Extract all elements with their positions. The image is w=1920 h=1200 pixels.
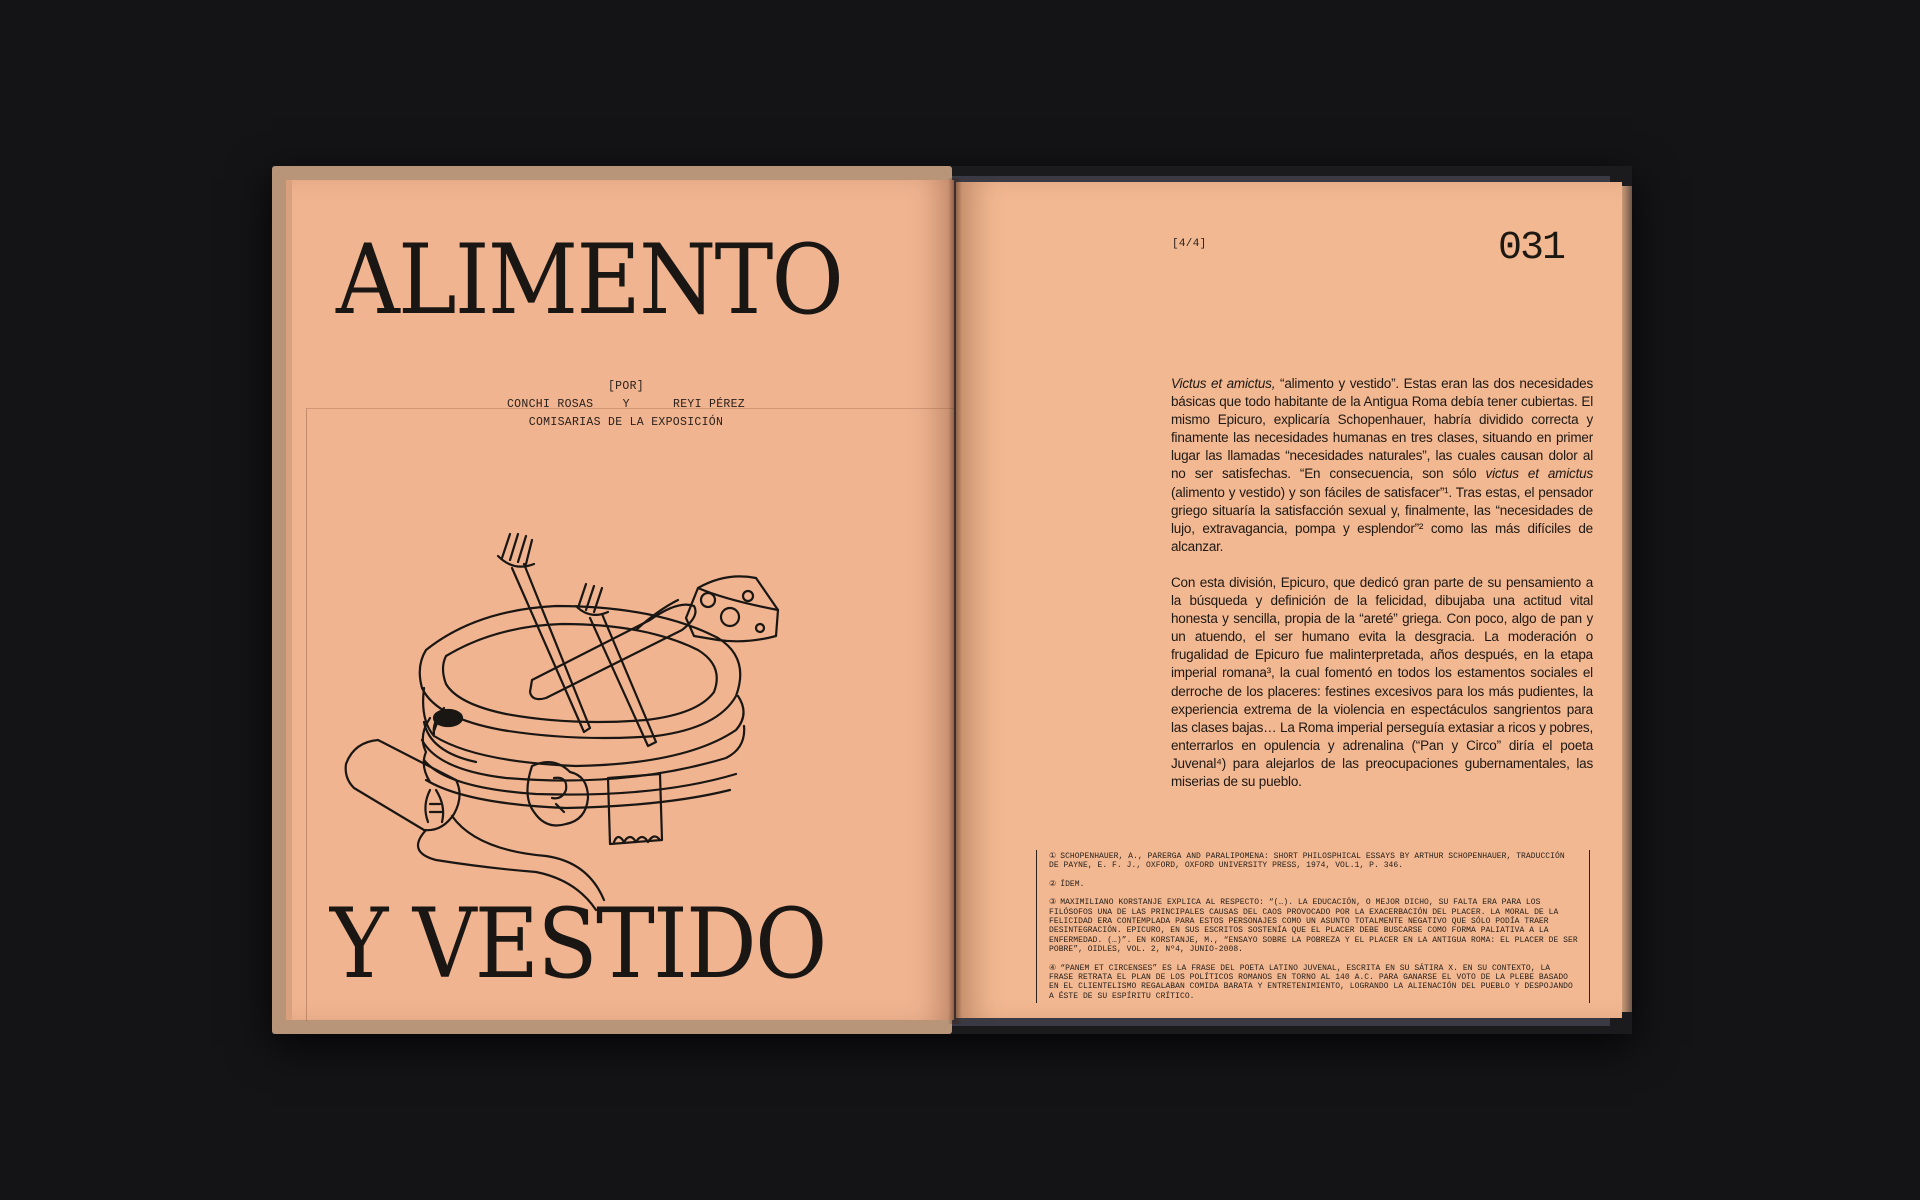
cheese-drawing	[686, 576, 778, 641]
knife-drawing	[530, 600, 696, 699]
footnote-mark: ①	[1049, 852, 1057, 861]
credits	[446, 378, 806, 432]
title-bottom: Y VESTIDO	[330, 888, 826, 1000]
footnote	[1049, 898, 1579, 954]
right-page	[956, 182, 1622, 1018]
author-1: CONCHI ROSAS	[506, 398, 594, 411]
footnote-text: SCHOPENHAUER, A., PARERGA AND PARALIPOMENA: SHORT PHILOSPHICAL ESSAYS BY ARTHUR SCHOPENHAUER, TRADUCCIÓN DE PAYNE, E. F. J., OXFORD, OXFORD UNIVERSITY PRESS, 1974, VOL.1, P. 346.	[1049, 852, 1565, 871]
book-gutter	[948, 178, 962, 1024]
footnote-mark: ②	[1049, 879, 1057, 889]
fork-drawing	[498, 534, 590, 732]
left-page	[286, 180, 954, 1020]
page-edges	[1622, 186, 1632, 1012]
credits-role: COMISARIAS DE LA EXPOSICIÓN	[528, 416, 724, 429]
food-illustration	[326, 460, 936, 920]
footnote	[1049, 880, 1579, 889]
lead-italic: Victus et amictus,	[1171, 376, 1276, 391]
paragraph-1-italic: victus et amictus	[1485, 466, 1593, 482]
footnote-mark: ④	[1049, 963, 1057, 973]
footnote-text: “PANEM ET CIRCENSES” ES LA FRASE DEL POETA LATINO JUVENAL, ESCRITA EN SU SÁTIRA X. EN SU CONTEXTO, LA FRASE RETRATA EL PLAN DE LOS POLÍTICOS ROMANOS EN TORNO AL 140 A.C. PARA GANARSE EL VOTO DE LA PLEBE BASADO EN EL CLIENTELISMO REGALABAN COMIDA BARATA Y ENTRETENIMIENTO, LOGRANDO LA ALIENACIÓN DEL PUEBLO Y DESPOJANDO A ÉSTE DE SU ESPÍRITU CRÍTICO.	[1049, 963, 1573, 1001]
title-top: ALIMENTO	[336, 224, 843, 336]
footnote-mark: ③	[1049, 898, 1057, 908]
author-conjunction: Y	[622, 398, 630, 411]
section-tag: [4/4]	[1172, 238, 1207, 250]
paragraph-2: Con esta división, Epicuro, que dedicó gran parte de su pensamiento a la búsqueda y definición de la felicidad, dibujaba una actitud vital honesta y sencilla, propia de la “areté” griega. Con poco, algo de pan y un atuendo, el ser humano evita la desgracia. La moderación o frugalidad de Epicuro fue malinterpretada, años después, en la etapa imperial romana³, la cual fomentó en todos los estamentos sociales el derroche de los placeres: festines excesivos para los más pudientes, la experiencia extrema de la violencia en espectáculos sangrientos para las clases bajas… La Roma imperial perseguía extasiar a ricos y pobres, enterrarlos en opulencia y adrenalina (“Pan y Circo” diría el poeta Juvenal⁴) para alejarlos de las preocupaciones gubernamentales, las miserias de su pueblo.	[1171, 574, 1593, 789]
paragraph-1-c: (alimento y vestido) y son fáciles de satisfacer”¹. Tras estas, el pensador griego situaría la satisfacción sexual y, finalmente, las “necesidades de lujo, extravagancia, pompa y esplendor”² como las más difíciles de alcanzar.	[1171, 484, 1593, 554]
footnote-text: MAXIMILIANO KORSTANJE EXPLICA AL RESPECTO: “(…). LA EDUCACIÓN, O MEJOR DICHO, SU FALTA ERA PARA LOS FILÓSOFOS UNA DE LAS PRINCIPALES CAUSAS DEL CAOS PROVOCADO POR LA EXACERBACIÓN DEL PLACER. LA MORAL DE LA FELICIDAD ERA CONTEMPLADA PARA ESTOS PERSONAJES COMO UN ASUNTO TOTALMENTE NEGATIVO QUE SÓLO PODÍA TRAER DESINTEGRACIÓN. EPICURO, EN SUS ESCRITOS SOSTENÍA QUE EL PLACER DEBE BUSCARSE COMO FORMA PALIATIVA A LA ENFERMEDAD. (…)”. EN KORSTANJE, M., “ENSAYO SOBRE LA POBREZA Y EL PLACER EN LA ANTIGUA ROMA: EL PLACER DE SER POBRE”, OIDLES, VOL. 2, Nº4, JUNIO-2008.	[1049, 898, 1578, 955]
page-edge	[286, 180, 292, 1020]
footnote-text: ÍDEM.	[1060, 879, 1085, 889]
box-drawing	[608, 774, 662, 844]
credits-authors	[446, 396, 806, 414]
paragraph-1	[1171, 375, 1593, 556]
paragraph-1-a: “alimento y vestido”. Estas eran las dos necesidades básicas que todo habitante de la Antigua Roma debía tener cubiertas. El mismo Epicuro, explicaría Schopenhauer, habría dividido correcta y finamente las necesidades humanas en tres clases, situando en primer lugar las llamadas “necesidades naturales”, las cuales causan dolor al no ser satisfechas. “En consecuencia, son sólo	[1171, 376, 1593, 482]
footnotes	[1036, 850, 1590, 1003]
footnote	[1049, 852, 1579, 871]
author-2: REYI PÉREZ	[673, 398, 746, 411]
open-book	[272, 166, 1632, 1034]
body-text	[1171, 375, 1593, 809]
page-number: 031	[1498, 226, 1565, 271]
credits-by: [POR]	[607, 380, 644, 393]
footnote	[1049, 964, 1579, 1002]
